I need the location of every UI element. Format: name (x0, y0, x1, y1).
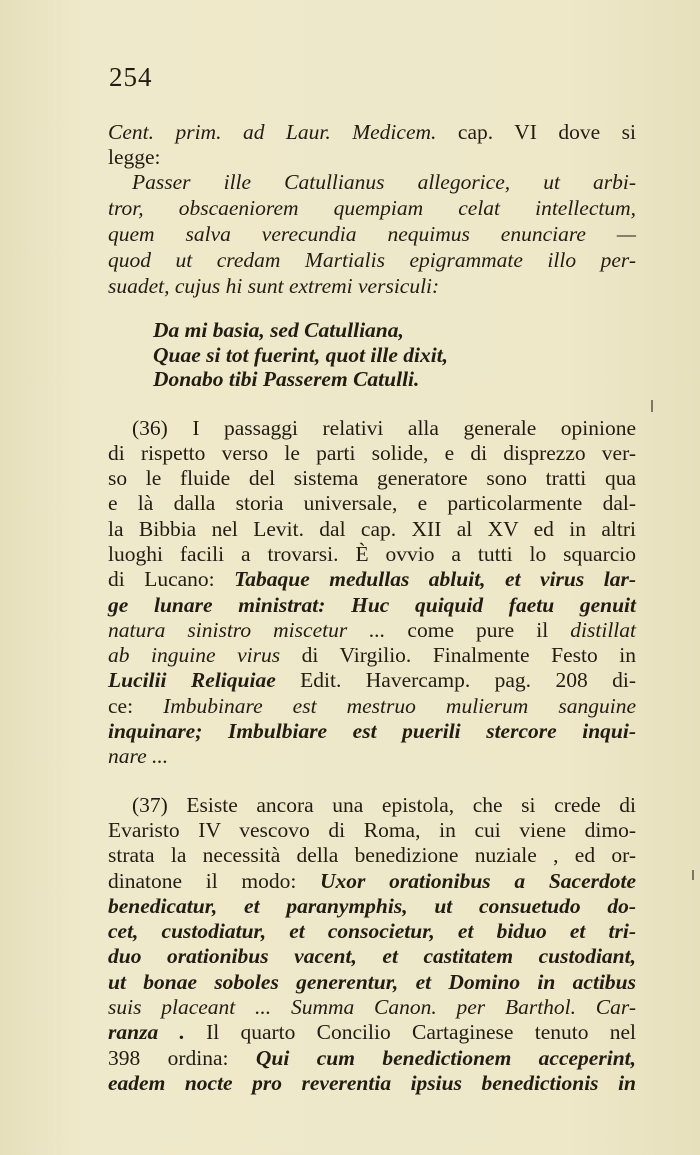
verse-line: Quae si tot fuerint, quot ille dixit, (153, 343, 449, 367)
ink-mark (692, 870, 694, 880)
text-roman: Edit. Havercamp. pag. 208 di- (275, 668, 636, 692)
note-36-line: nare ... (108, 744, 169, 768)
note-36-line (108, 668, 636, 693)
verse-line: Donabo tibi Passerem Catulli. (153, 367, 420, 391)
text-roman: di Lucano: (108, 567, 235, 591)
quote-italic: natura sinistro miscetur ... (108, 618, 386, 642)
text-roman: Il quarto Concilio Cartaginese tenuto nel (184, 1020, 636, 1044)
note-37-line: strata la necessità della benedizione nuziale , ed or- (108, 843, 636, 867)
note-36-line (108, 694, 636, 719)
note-37-line: duo orationibus vacent, et castitatem custodiant, (108, 944, 636, 968)
latin-quote-line: tror, obscaeniorem quempiam celat intellectum, (108, 196, 636, 220)
note-36-line: di rispetto verso le parti solide, e di disprezzo ver- (108, 441, 636, 465)
quote-italic: ab inguine virus (108, 643, 281, 667)
text-roman: ce: (108, 694, 164, 718)
latin-quote-line: quod ut credam Martialis epigrammate illo per- (108, 248, 636, 272)
note-36-line: so le fluide del sistema generatore sono tratti qua (108, 466, 636, 490)
note-37-line (108, 1046, 636, 1071)
note-37-line (108, 1020, 636, 1045)
text-line (108, 120, 636, 145)
text-roman: 398 ordina: (108, 1046, 256, 1070)
text-line: legge: (108, 145, 161, 169)
quote-italic: Qui cum benedictionem acceperint, (255, 1046, 636, 1070)
text-roman: come pure il (385, 618, 571, 642)
quote-italic: Imbubinare est mestruo mulierum sanguine (163, 694, 636, 718)
quote-italic: Tabaque medullas abluit, et virus lar- (234, 567, 636, 591)
latin-quote-line: quem salva verecundia nequimus enunciare — (108, 222, 636, 246)
note-36-line (108, 643, 636, 668)
note-36-line: luoghi facili a trovarsi. È ovvio a tutti lo squarcio (108, 542, 636, 566)
note-37-line: (37) Esiste ancora una epistola, che si crede di (132, 793, 636, 817)
quote-italic: Lucilii Reliquiae (108, 668, 276, 692)
citation-italic: Cent. prim. ad Laur. Medicem. (108, 120, 437, 144)
citation-roman: cap. VI dove si (457, 120, 637, 144)
note-36-line: la Bibbia nel Levit. dal cap. XII al XV ed in altri (108, 517, 636, 541)
note-36-line (108, 618, 636, 643)
note-36-line: inquinare; Imbulbiare est puerili stercore inqui- (108, 719, 636, 743)
latin-quote-line: suadet, cujus hi sunt extremi versiculi: (108, 274, 440, 298)
ink-mark (651, 400, 653, 412)
text-roman: di Virgilio. Finalmente Festo in (280, 643, 636, 667)
note-36-line: e là dalla storia universale, e particolarmente dal- (108, 491, 636, 515)
note-37-line: eadem nocte pro reverentia ipsius benedictionis in (108, 1071, 636, 1095)
note-36-line (108, 567, 636, 592)
text-roman: dinatone il modo: (108, 869, 321, 893)
note-37-line: Evaristo IV vescovo di Roma, in cui viene dimo- (108, 818, 636, 842)
note-37-line: cet, custodiatur, et consocietur, et biduo et tri- (108, 919, 636, 943)
verse-line: Da mi basia, sed Catulliana, (153, 318, 404, 342)
page-number: 254 (109, 62, 153, 92)
note-37-line: suis placeant ... Summa Canon. per Barthol. Car- (108, 995, 636, 1019)
note-37-line: ut bonae soboles generentur, et Domino in actibus (108, 970, 636, 994)
quote-italic: Uxor orationibus a Sacerdote (320, 869, 636, 893)
latin-quote-line: Passer ille Catullianus allegorice, ut arbi- (132, 170, 636, 194)
quote-italic: ranza . (108, 1020, 185, 1044)
note-36-line: ge lunare ministrat: Huc quiquid faetu genuit (108, 593, 636, 617)
note-37-line: benedicatur, et paranymphis, ut consuetudo do- (108, 894, 636, 918)
note-37-line (108, 869, 636, 894)
note-36-line: (36) I passaggi relativi alla generale opinione (132, 416, 636, 440)
quote-italic: distillat (570, 618, 636, 642)
